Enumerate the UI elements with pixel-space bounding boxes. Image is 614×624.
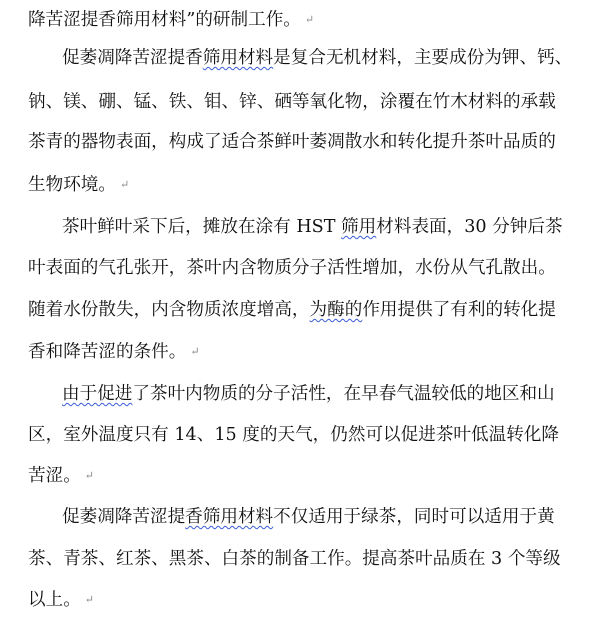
text-segment: 随着水份散失，内含物质浓度增高， bbox=[28, 300, 310, 320]
text-segment: 不仅适用于绿茶，同时可以适用于黄 bbox=[273, 507, 555, 527]
text-segment: 材料表面，30 分钟后茶 bbox=[376, 217, 563, 237]
text-line bbox=[28, 122, 556, 162]
text-segment: 钠、镁、硼、锰、铁、钼、锌、硒等氧化物，涂覆在竹木材料的承载 bbox=[28, 92, 556, 112]
paragraph-mark-icon: ↵ bbox=[119, 178, 130, 191]
text-segment: 作用提供了有利的转化提 bbox=[362, 300, 556, 320]
text-segment: 茶、青茶、红茶、黑茶、白茶的制备工作。提高茶叶品质在 3 个等级 bbox=[28, 549, 561, 569]
text-segment: 茶叶鲜叶采下后，摊放在涂有 HST bbox=[62, 217, 342, 237]
text-segment: 了茶叶内物质的分子活性，在早春气温较低的地区和山 bbox=[132, 384, 555, 404]
text-segment: 以上。 bbox=[28, 590, 81, 610]
text-segment: 降苦涩提香筛用材料”的研制工作。 bbox=[28, 10, 301, 30]
paragraph-mark-icon: ↵ bbox=[304, 13, 315, 26]
text-segment: 香和降苦涩的条件。 bbox=[28, 342, 187, 362]
text-segment: 茶青的器物表面，构成了适合茶鲜叶萎凋散水和转化提升茶叶品质的 bbox=[28, 132, 556, 152]
paragraph-mark-icon: ↵ bbox=[84, 593, 95, 606]
text-line bbox=[28, 415, 559, 455]
text-line bbox=[62, 374, 555, 414]
spellcheck-underlined-text: 筛用 bbox=[341, 217, 377, 237]
text-line bbox=[28, 0, 314, 40]
text-line bbox=[28, 580, 94, 620]
text-segment: 是复合无机材料，主要成份为钾、钙、 bbox=[273, 48, 573, 68]
text-segment: 生物环境。 bbox=[28, 175, 116, 195]
text-segment: 促萎凋降苦涩提香 bbox=[62, 48, 203, 68]
spellcheck-underlined-text: 由于促进 bbox=[62, 384, 133, 404]
text-line bbox=[28, 456, 94, 496]
text-line bbox=[28, 332, 200, 372]
spellcheck-underlined-text: 香筛用材料 bbox=[185, 507, 274, 527]
text-line bbox=[62, 207, 563, 247]
text-line bbox=[28, 290, 556, 330]
spellcheck-underlined-text: 为酶的 bbox=[309, 300, 363, 320]
text-segment: 促萎凋降苦涩提 bbox=[62, 507, 186, 527]
text-line bbox=[28, 165, 129, 205]
text-line bbox=[28, 539, 561, 579]
text-line bbox=[62, 38, 572, 78]
text-line bbox=[62, 497, 555, 537]
text-line bbox=[28, 248, 556, 288]
text-segment: 叶表面的气孔张开，茶叶内含物质分子活性增加，水份从气孔散出。 bbox=[28, 258, 556, 278]
text-segment: 苦涩。 bbox=[28, 466, 81, 486]
paragraph-mark-icon: ↵ bbox=[84, 469, 95, 482]
spellcheck-underlined-text: 筛用材料 bbox=[202, 48, 274, 68]
text-line bbox=[28, 82, 556, 122]
paragraph-mark-icon: ↵ bbox=[190, 345, 200, 358]
text-segment: 区，室外温度只有 14、15 度的天气，仍然可以促进茶叶低温转化降 bbox=[28, 425, 559, 445]
